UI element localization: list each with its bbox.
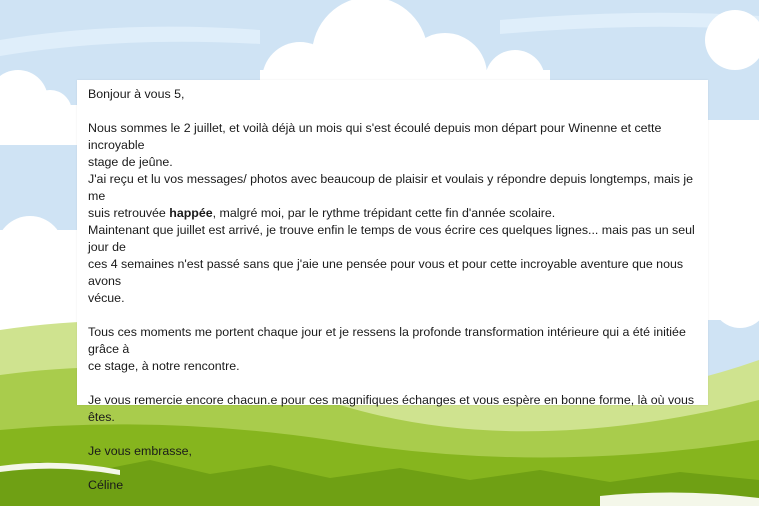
letter-paragraph-1-line-2: stage de jeûne. bbox=[88, 155, 173, 169]
letter-paragraph-3: Je vous remercie encore chacun.e pour ces magnifiques échanges et vous espère en bonne forme, là où vous êtes. bbox=[88, 393, 695, 424]
letter-paragraph-1-line-5: Maintenant que juillet est arrivé, je trouve enfin le temps de vous écrire ces quelques lignes... mais pas un seul jour de bbox=[88, 223, 695, 254]
letter-signature: Céline bbox=[88, 478, 124, 492]
letter-greeting: Bonjour à vous 5, bbox=[88, 87, 185, 101]
letter-paragraph-1-line-6: ces 4 semaines n'est passé sans que j'aie une pensée pour vous et pour cette incroyable aventure que nous avons bbox=[88, 257, 684, 288]
letter-closing: Je vous embrasse, bbox=[88, 444, 192, 458]
letter-paragraph-1-line-1: Nous sommes le 2 juillet, et voilà déjà un mois qui s'est écoulé depuis mon départ pour Winenne et cette incroyable bbox=[88, 121, 662, 152]
bold-word-happee: happée bbox=[169, 206, 213, 220]
cloud-right bbox=[705, 10, 759, 328]
letter-card bbox=[77, 80, 708, 492]
line-4-end: , malgré moi, par le rythme trépidant cette fin d'année scolaire. bbox=[212, 206, 556, 220]
letter-paragraph-1-line-7: vécue. bbox=[88, 291, 125, 305]
line-4-start: suis retrouvée bbox=[88, 206, 170, 220]
letter-paragraph-1-line-3: J'ai reçu et lu vos messages/ photos avec beaucoup de plaisir et voulais y répondre depuis longtemps, mais je me bbox=[88, 172, 694, 203]
letter-paragraph-2-line-2: ce stage, à notre rencontre. bbox=[88, 359, 240, 373]
letter-paragraph-1-line-4 bbox=[88, 205, 697, 222]
cloud-left-lower bbox=[0, 216, 81, 340]
letter-paragraph-2-line-1: Tous ces moments me portent chaque jour et je ressens la profonde transformation intérieure qui a été initiée grâce à bbox=[88, 325, 686, 356]
